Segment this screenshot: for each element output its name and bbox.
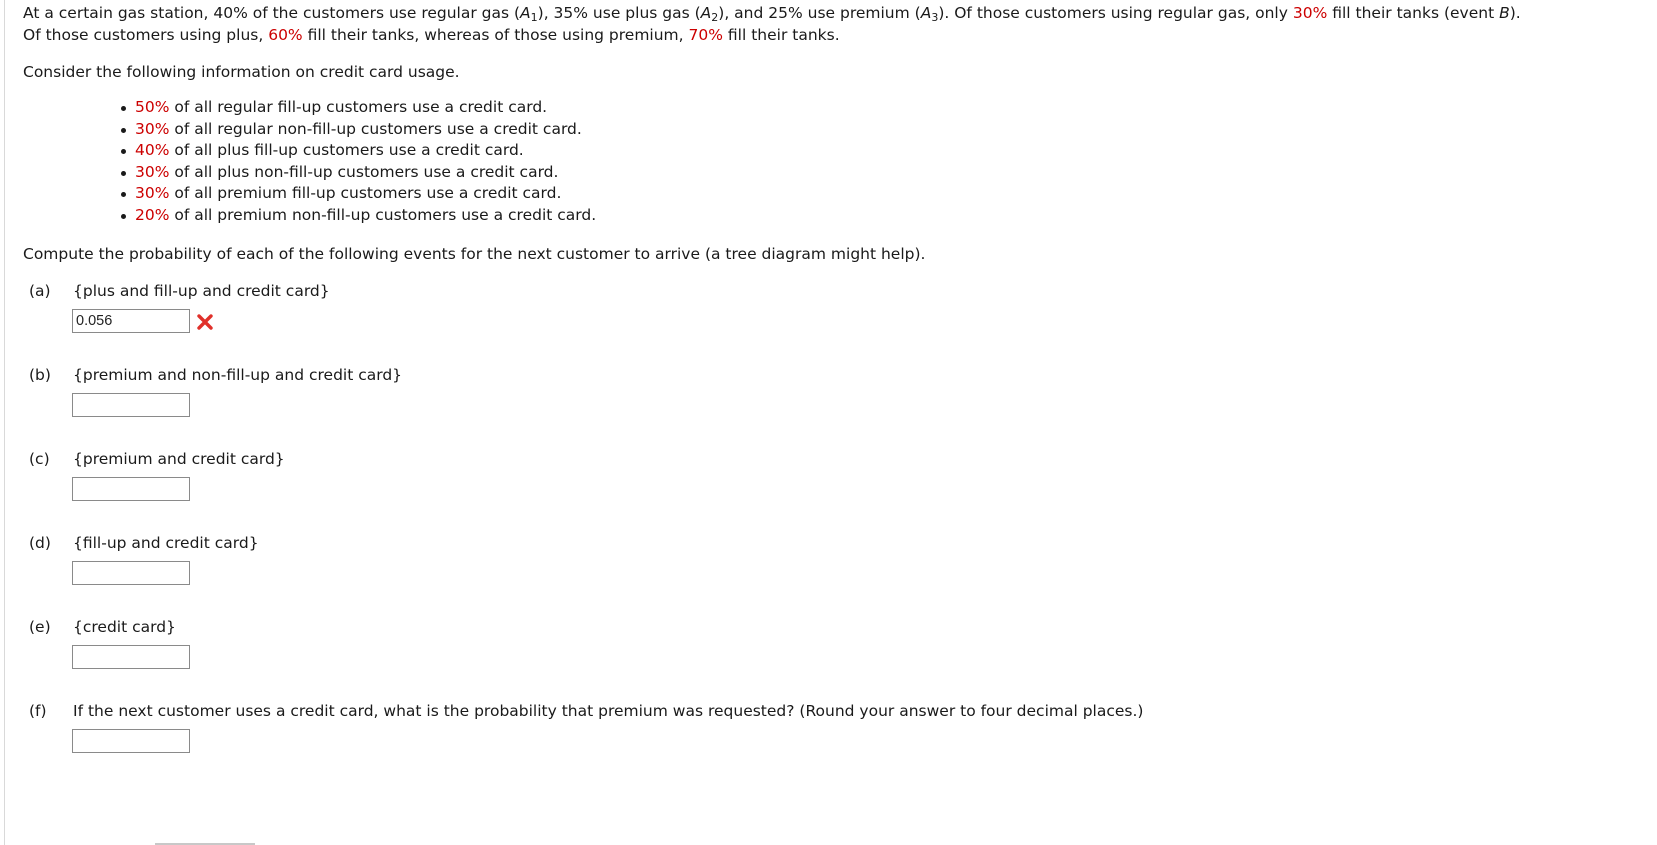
var-a: A xyxy=(920,4,932,22)
question-text: {fill-up and credit card} xyxy=(73,534,259,552)
answer-input-a[interactable] xyxy=(72,309,190,333)
intro-line-2 xyxy=(23,24,840,46)
intro-text: fill their tanks, whereas of those using premium, xyxy=(302,26,689,44)
answer-input-b[interactable] xyxy=(72,393,190,417)
question-f xyxy=(29,700,1143,722)
question-label: (c) xyxy=(29,450,50,468)
consider-text: Consider the following information on credit card usage. xyxy=(23,63,460,81)
bullet-text: of all plus fill-up customers use a credit card. xyxy=(169,141,524,160)
var-b: B xyxy=(1499,4,1510,22)
question-e xyxy=(29,616,176,638)
question-label: (e) xyxy=(29,618,51,636)
question-label: (b) xyxy=(29,366,51,384)
intro-text: Of those customers using plus, xyxy=(23,26,269,44)
list-item xyxy=(135,162,596,184)
question-c xyxy=(29,448,285,470)
intro-line-1 xyxy=(23,2,1521,24)
intro-text: fill their tanks. xyxy=(722,26,840,44)
var-a: A xyxy=(520,4,531,22)
highlight-percent: 60% xyxy=(268,26,303,44)
compute-instructions: Compute the probability of each of the following events for the next customer to arrive (a tree diagram might help). xyxy=(23,245,926,263)
subscript: 3 xyxy=(931,11,939,24)
credit-card-list xyxy=(135,97,596,227)
intro-text: ), and 25% use premium ( xyxy=(718,4,921,22)
intro-text: ). Of those customers using regular gas, only xyxy=(938,4,1293,22)
answer-input-f[interactable] xyxy=(72,729,190,753)
intro-text: fill their tanks (event xyxy=(1327,4,1500,22)
question-label: (a) xyxy=(29,282,51,300)
question-label: (f) xyxy=(29,702,47,720)
question-text: {plus and fill-up and credit card} xyxy=(73,282,330,300)
subscript: 2 xyxy=(711,11,719,24)
bullet-text: of all regular non-fill-up customers use a credit card. xyxy=(169,119,582,138)
bullet-percent: 40% xyxy=(135,141,170,160)
bullet-percent: 50% xyxy=(135,98,170,116)
question-text: {credit card} xyxy=(73,618,176,636)
answer-input-c[interactable] xyxy=(72,477,190,501)
question-text: {premium and credit card} xyxy=(73,450,285,468)
bullet-text: of all plus non-fill-up customers use a credit card. xyxy=(169,162,559,181)
problem-page xyxy=(4,0,1657,845)
bullet-percent: 30% xyxy=(135,119,170,138)
bullet-percent: 20% xyxy=(135,205,170,224)
list-item xyxy=(135,97,596,119)
intro-text: ), 35% use plus gas ( xyxy=(537,4,701,22)
question-b xyxy=(29,364,402,386)
bullet-text: of all regular fill-up customers use a credit card. xyxy=(169,98,548,116)
intro-text: ). xyxy=(1509,4,1521,22)
highlight-percent: 70% xyxy=(688,26,723,44)
var-a: A xyxy=(700,4,712,22)
bullet-percent: 30% xyxy=(135,184,170,203)
highlight-percent: 30% xyxy=(1292,4,1328,22)
subscript: 1 xyxy=(530,11,538,24)
bullet-text: of all premium fill-up customers use a credit card. xyxy=(169,184,562,203)
question-text: If the next customer uses a credit card, what is the probability that premium was requested? (Round your answer to four decimal places.) xyxy=(73,702,1144,720)
question-d xyxy=(29,532,259,554)
question-label: (d) xyxy=(29,534,51,552)
list-item xyxy=(135,205,596,227)
list-item xyxy=(135,183,596,205)
close-icon xyxy=(197,314,213,330)
answer-input-d[interactable] xyxy=(72,561,190,585)
list-item xyxy=(135,140,596,162)
bullet-percent: 30% xyxy=(135,162,170,181)
question-a xyxy=(29,280,330,302)
question-text: {premium and non-fill-up and credit card} xyxy=(73,366,403,384)
answer-input-e[interactable] xyxy=(72,645,190,669)
list-item xyxy=(135,119,596,141)
bullet-text: of all premium non-fill-up customers use a credit card. xyxy=(169,205,597,224)
intro-text: At a certain gas station, 40% of the customers use regular gas ( xyxy=(23,4,521,22)
